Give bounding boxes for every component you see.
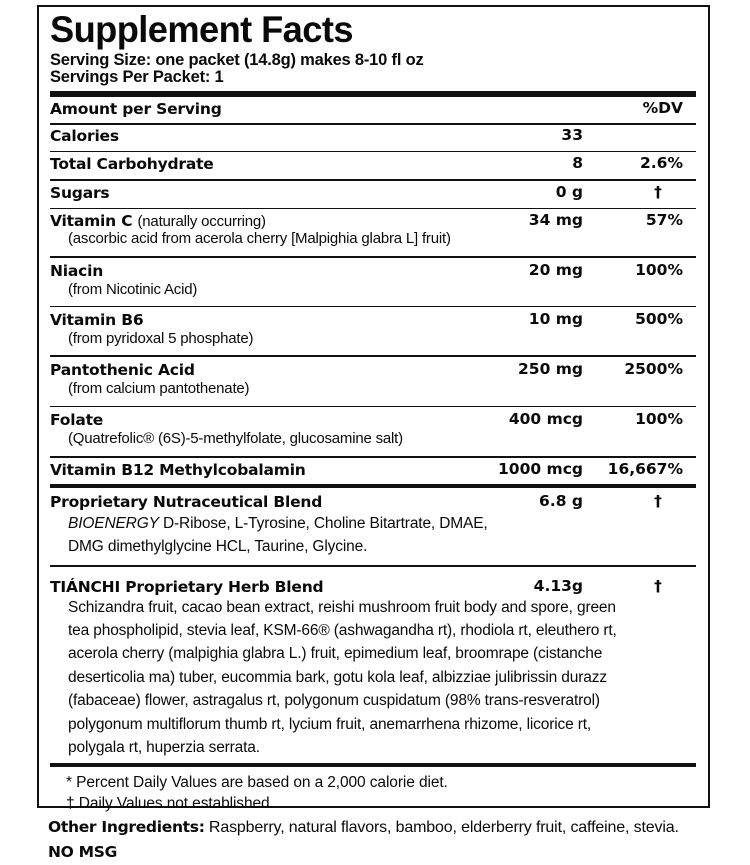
nutrient-row-niacin <box>50 258 696 306</box>
blend-amount: 4.13g <box>533 576 583 595</box>
blend-ingredients <box>50 596 696 760</box>
nutrient-name: Folate <box>50 411 104 429</box>
nutrient-source: (Quatrefolic® (6S)-5-methylfolate, glucosamine salt) <box>68 430 403 447</box>
nutrient-amount: 34 mg <box>528 211 583 229</box>
blend-line: polygonum multiflorum thumb rt, lycium fruit, anemarrhena rhizome, licorice rt, <box>68 715 592 733</box>
nutrient-row-sugars <box>50 181 696 208</box>
supplement-facts-panel <box>37 5 710 812</box>
blend-line: deserticolia ma) tuber, eucommia bark, gotu kola leaf, albizziae julibrissin durazz <box>68 668 607 686</box>
dagger-icon: † <box>654 491 662 510</box>
nutrient-dv: 57% <box>645 211 683 229</box>
nutrient-name: Vitamin C <box>50 212 133 230</box>
nutrient-source: (from Nicotinic Acid) <box>68 280 198 298</box>
blend-line: (fabaceae) flower, astragalus rt, polygonum cuspidatum (98% trans-resveratrol) <box>68 692 600 710</box>
nutrient-amount: 20 mg <box>528 260 583 279</box>
nutrient-source: (from pyridoxal 5 phosphate) <box>68 330 254 347</box>
nutrient-row-vitamin-b12 <box>50 458 696 484</box>
amount-per-serving-label: Amount per Serving <box>50 100 222 118</box>
nutrient-name: Niacin <box>50 261 104 280</box>
panel-content <box>50 7 696 814</box>
blend-row-tianchi <box>50 567 696 763</box>
blend-name: TIÁNCHI Proprietary Herb Blend <box>50 577 324 596</box>
blend-line: DMG dimethylglycine HCL, Taurine, Glycine. <box>68 537 368 555</box>
nutrient-amount: 33 <box>561 125 583 144</box>
nutrient-qualifier: (naturally occurring) <box>137 213 266 230</box>
blend-line: tea phospholipid, stevia leaf, KSM-66® (ashwagandha rt), rhodiola rt, eleuthero rt, <box>68 621 617 639</box>
blend-line: polygala rt, huperzia serrata. <box>68 738 260 756</box>
nutrient-name: Sugars <box>50 183 110 202</box>
other-ingredients-label: Other Ingredients: <box>48 818 205 836</box>
servings-per-packet: Servings Per Packet: 1 <box>50 68 224 86</box>
serving-size: Serving Size: one packet (14.8g) makes 8-10 fl oz <box>50 51 424 69</box>
dv-header-label: %DV <box>642 99 683 117</box>
nutrient-row-folate <box>50 407 696 456</box>
nutrient-dv: 500% <box>635 310 683 328</box>
blend-name: Proprietary Nutraceutical Blend <box>50 492 323 511</box>
dagger-icon: † <box>654 182 662 201</box>
nutrient-name: Total Carbohydrate <box>50 155 214 173</box>
nutrient-row-vitamin-c <box>50 209 696 256</box>
nutrient-amount: 0 g <box>555 182 583 201</box>
nutrient-row-vitamin-b6 <box>50 307 696 355</box>
blend-line: acerola cherry (malpighia glabra L.) fruit, epimedium leaf, broomrape (cistanche <box>68 645 603 663</box>
nutrient-amount: 250 mg <box>518 359 583 378</box>
footnote-not-established: † Daily Values not established. <box>66 794 274 812</box>
nutrient-dv: 100% <box>635 260 683 279</box>
blend-amount: 6.8 g <box>539 491 583 510</box>
nutrient-dv: 16,667% <box>607 459 683 478</box>
footnotes <box>50 767 696 814</box>
nutrient-amount: 8 <box>572 154 583 172</box>
nutrient-row-calories <box>50 125 696 151</box>
nutrient-dv: 2.6% <box>640 154 683 172</box>
blend-row-nutraceutical <box>50 488 696 565</box>
nutrient-row-pantothenic-acid <box>50 357 696 406</box>
blend-line: D-Ribose, L-Tyrosine, Choline Bitartrate, DMAE, <box>158 514 488 532</box>
nutrient-source: (from calcium pantothenate) <box>68 379 250 397</box>
nutrient-name: Vitamin B12 Methylcobalamin <box>50 460 306 479</box>
blend-line: Schizandra fruit, cacao bean extract, reishi mushroom fruit body and spore, green <box>68 598 616 616</box>
no-msg-badge: NO MSG <box>48 843 118 861</box>
nutrient-source: (ascorbic acid from acerola cherry [Malpighia glabra L] fruit) <box>68 230 451 247</box>
blend-ingredients <box>50 512 696 559</box>
amount-header-row <box>50 97 696 123</box>
nutrient-name: Pantothenic Acid <box>50 360 195 379</box>
nutrient-dv: 100% <box>635 410 683 428</box>
other-ingredients <box>48 815 708 865</box>
blend-brand: BIOENERGY <box>68 514 159 532</box>
dagger-icon: † <box>654 576 662 595</box>
nutrient-name: Vitamin B6 <box>50 311 144 329</box>
nutrient-amount: 400 mcg <box>508 410 583 428</box>
nutrient-amount: 10 mg <box>528 310 583 328</box>
nutrient-amount: 1000 mcg <box>498 459 583 478</box>
nutrient-dv: 2500% <box>624 359 683 378</box>
other-ingredients-text: Raspberry, natural flavors, bamboo, elderberry fruit, caffeine, stevia. <box>204 819 679 836</box>
nutrient-row-total-carbohydrate <box>50 152 696 179</box>
footnote-daily-values: * Percent Daily Values are based on a 2,000 calorie diet. <box>66 773 448 791</box>
nutrient-name: Calories <box>50 126 119 145</box>
label-title: Supplement Facts <box>50 9 353 50</box>
